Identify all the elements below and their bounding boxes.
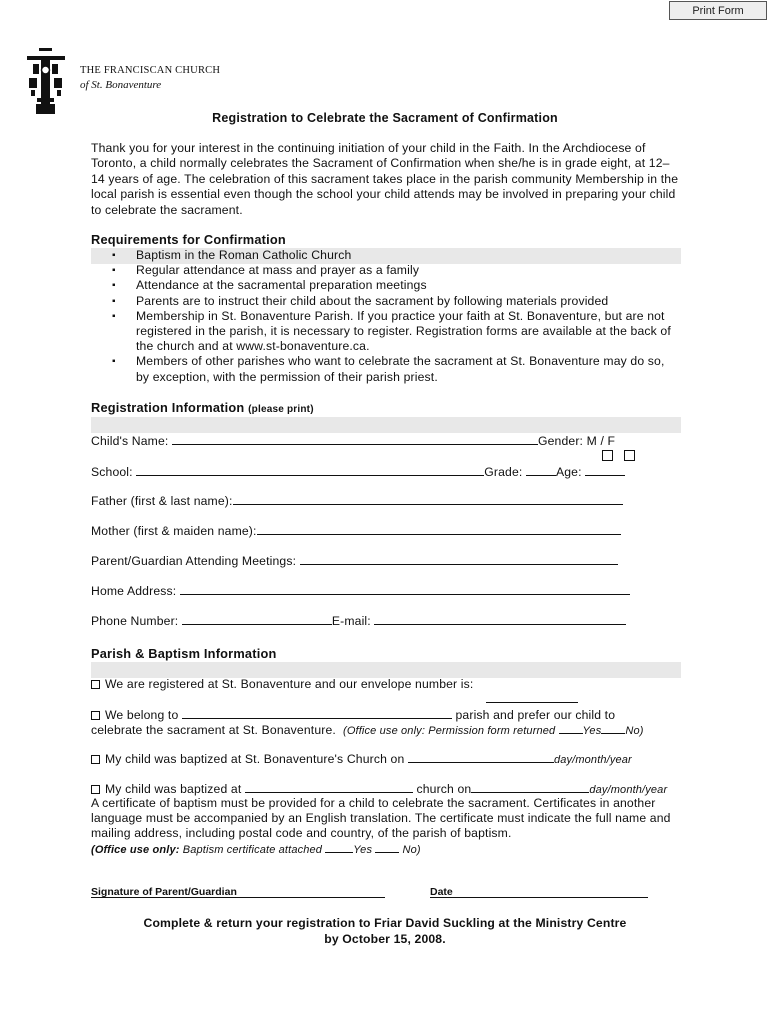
baptized-here-checkbox[interactable] [91,755,100,764]
office-cert-label: (Office use only: [91,844,180,856]
address-row [91,583,630,598]
section-shade [91,417,681,433]
gender-m-checkbox[interactable] [602,450,613,461]
church-on-label: church on [416,782,472,796]
address-label: Home Address: [91,584,177,598]
father-row [91,493,623,508]
registration-heading-text: Registration Information [91,400,245,415]
list-item: ▪ Parents are to instruct their child about the sacrament by following materials provided [91,294,681,309]
belong-row-2 [91,722,644,737]
grade-field[interactable] [526,464,556,476]
signature-field[interactable] [91,897,385,898]
baptized-at-label: My child was baptized at [105,782,242,796]
list-item: ▪ Membership in St. Bonaventure Parish. If you practice your faith at St. Bonaventure, but are not registered in the parish, it is necessary to register. Registration forms are available at the back of the church and at www.st-bonaventure.ca. [91,309,681,355]
school-field[interactable] [136,464,484,476]
age-label: Age: [555,465,582,479]
registered-label: We are registered at St. Bonaventure and our envelope number is: [105,677,474,691]
phone-field[interactable] [182,613,332,625]
list-item: ▪ Regular attendance at mass and prayer as a family [91,263,681,278]
date-label: Date [430,886,453,898]
office-cert-label-b: Baptism certificate attached [182,844,323,856]
belong-label-c: celebrate the sacrament at St. Bonaventure. [91,723,336,737]
intro-paragraph: Thank you for your interest in the continuing initiation of your child in the Faith. In the Archdiocese of Toronto, a child normally celebrates the Sacrament of Confirmation when she/he is in grade eight, at 12–14 years of age. The celebration of this sacrament takes place in the parish community Membership in the local parish is essential even though the school your child attends may be involved in preparing your child to celebrate the sacrament. [91,141,679,217]
date-field[interactable] [430,897,648,898]
father-label: Father (first & last name): [91,494,233,508]
perm-no-label: No) [625,725,644,737]
church-name: THE FRANCISCAN CHURCH [80,65,221,76]
childs-name-row [91,433,615,448]
list-item: ▪ Baptism in the Roman Catholic Church [91,248,681,263]
baptized-here-label: My child was baptized at St. Bonaventure's Church on [105,752,405,766]
baptism-church-field[interactable] [245,781,413,793]
address-field[interactable] [180,583,630,595]
perm-yes-label: Yes [582,725,602,737]
document-title: Registration to Celebrate the Sacrament of Confirmation [212,111,558,125]
requirements-list [91,248,681,385]
father-field[interactable] [233,493,623,505]
grade-label: Grade: [484,465,523,479]
gender-f-checkbox[interactable] [624,450,635,461]
school-row [91,464,625,479]
perm-yes-field[interactable] [559,722,583,734]
phone-row [91,613,626,628]
baptism-date-field[interactable] [471,781,589,793]
cert-no-label: No) [402,844,421,856]
childs-name-label: Child's Name: [91,434,169,448]
baptized-here-row [91,751,632,766]
parish-heading: Parish & Baptism Information [91,646,277,661]
perm-no-field[interactable] [601,722,625,734]
age-field[interactable] [585,464,625,476]
baptized-at-row [91,781,667,796]
certificate-paragraph: A certificate of baptism must be provided for a child to celebrate the sacrament. Certificates in another language must be accompanied by an English translation. The certificate must indicate the full name and mailing address, including postal code and country, of the parish of baptism. [91,796,671,841]
phone-label: Phone Number: [91,614,179,628]
gender-label: Gender: M / F [537,434,616,448]
guardian-row [91,553,618,568]
guardian-label: Parent/Guardian Attending Meetings: [91,554,297,568]
belong-label-b: parish and prefer our child to [455,708,616,722]
franciscan-cross-logo-icon [27,48,65,114]
date-format-label: day/month/year [589,784,668,796]
registered-row [91,677,473,691]
date-format-label: day/month/year [553,754,632,766]
belong-label: We belong to [105,708,179,722]
belong-row [91,707,615,722]
section-shade [91,662,681,678]
childs-name-field[interactable] [172,433,538,445]
mother-field[interactable] [257,523,621,535]
belong-checkbox[interactable] [91,711,100,720]
baptized-here-date-field[interactable] [408,751,554,763]
parish-name-field[interactable] [182,707,452,719]
email-label: E-mail: [331,614,371,628]
baptized-at-checkbox[interactable] [91,785,100,794]
list-item: ▪ Members of other parishes who want to celebrate the sacrament at St. Bonaventure may do so, by exception, with the permission of their parish priest. [91,354,681,384]
cert-no-field[interactable] [375,841,399,853]
office-perm-label: (Office use only: Permission form returned [343,725,556,737]
envelope-number-field[interactable] [486,702,578,703]
school-label: School: [91,465,133,479]
office-cert-row [91,841,421,856]
footer-line-1: Complete & return your registration to Friar David Suckling at the Ministry Centre [143,916,627,930]
signature-label: Signature of Parent/Guardian [91,886,237,898]
cert-yes-label: Yes [353,844,373,856]
print-form-button[interactable]: Print Form [669,1,767,20]
guardian-field[interactable] [300,553,618,565]
email-field[interactable] [374,613,626,625]
mother-row [91,523,621,538]
mother-label: Mother (first & maiden name): [91,524,257,538]
registration-heading-note: (please print) [248,404,314,415]
church-subtitle: of St. Bonaventure [80,79,162,91]
registration-heading [91,400,314,415]
list-item: ▪ Attendance at the sacramental preparation meetings [91,278,681,293]
footer-line-2: by October 15, 2008. [324,932,446,946]
registered-checkbox[interactable] [91,680,100,689]
cert-yes-field[interactable] [325,841,353,853]
requirements-heading: Requirements for Confirmation [91,232,286,247]
